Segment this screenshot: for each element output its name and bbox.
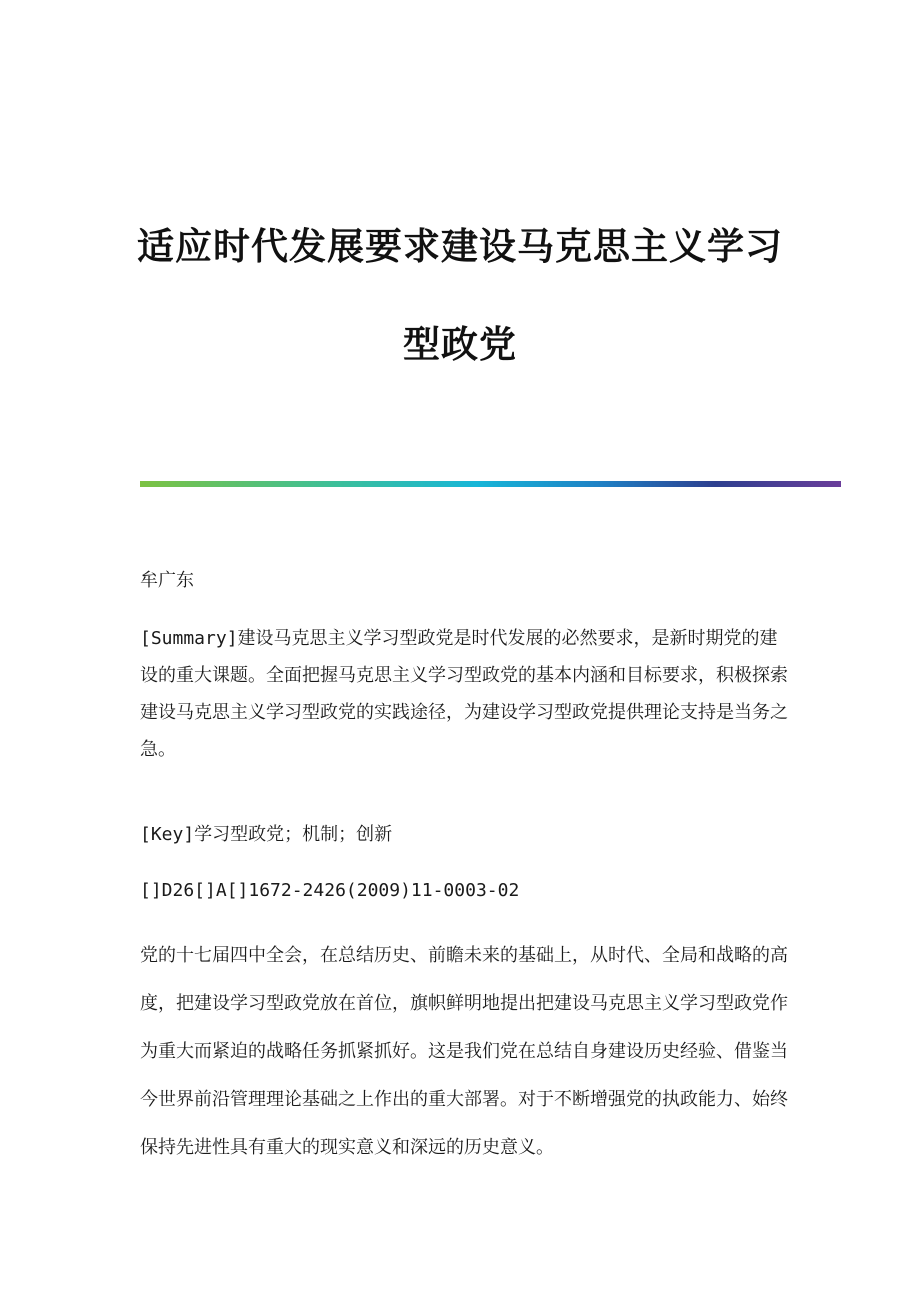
- keywords-line: [Key]学习型政党；机制；创新: [140, 824, 393, 845]
- body-paragraph: 党的十七届四中全会，在总结历史、前瞻未来的基础上，从时代、全局和战略的高度，把建设学习型政党放在首位，旗帜鲜明地提出把建设马克思主义学习型政党作为重大而紧迫的战略任务抓紧抓好。这是我们党在总结自身建设历史经验、借鉴当今世界前沿管理理论基础之上作出的重大部署。对于不断增强党的执政能力、始终保持先进性具有重大的现实意义和深远的历史意义。: [140, 945, 788, 1158]
- document-title-line-1: 适应时代发展要求建设马克思主义学习: [137, 224, 783, 268]
- summary-paragraph: [Summary]建设马克思主义学习型政党是时代发展的必然要求，是新时期党的建设的重大课题。全面把握马克思主义学习型政党的基本内涵和目标要求，积极探索建设马克思主义学习型政党的实践途径，为建设学习型政党提供理论支持是当务之急。: [140, 628, 788, 760]
- document-title-line-2: 型政党: [403, 322, 517, 366]
- classification-line: []D26[]A[]1672-2426(2009)11-0003-02: [140, 880, 520, 901]
- gradient-divider: [140, 481, 841, 487]
- author-name: 牟广东: [140, 570, 194, 591]
